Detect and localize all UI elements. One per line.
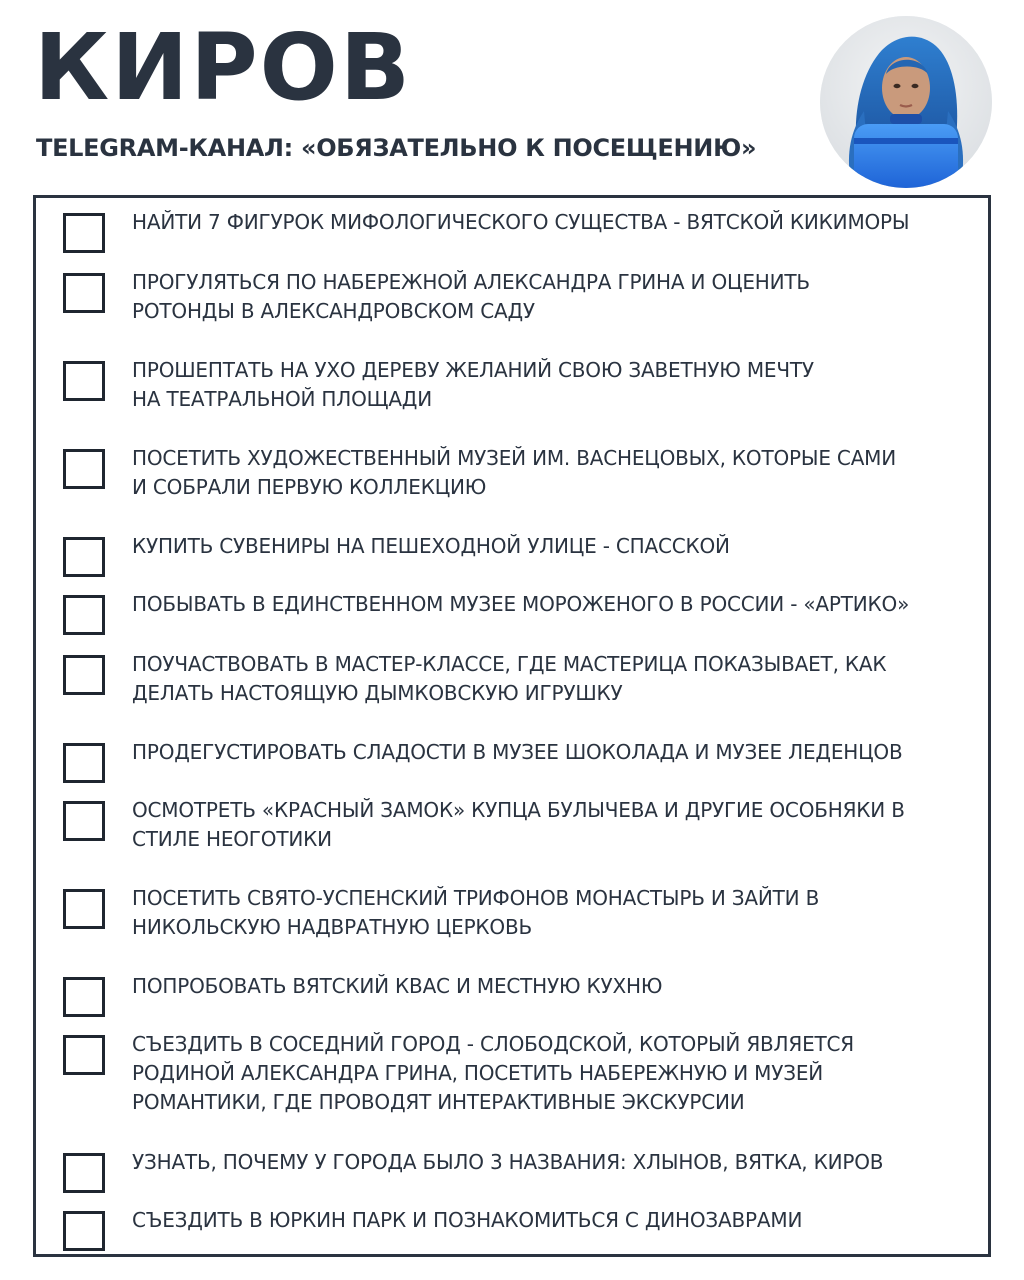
checklist-item-text: ПОБЫВАТЬ В ЕДИНСТВЕННОМ МУЗЕЕ МОРОЖЕНОГО В РОССИИ - «АРТИКО» [132, 592, 910, 616]
checklist-item-text: ПРОГУЛЯТЬСЯ ПО НАБЕРЕЖНОЙ АЛЕКСАНДРА ГРИНА И ОЦЕНИТЬ РОТОНДЫ В АЛЕКСАНДРОВСКОМ САДУ [132, 270, 810, 323]
checklist-checkbox[interactable] [63, 361, 105, 401]
page-subtitle: TELEGRAM-КАНАЛ: «ОБЯЗАТЕЛЬНО К ПОСЕЩЕНИЮ» [36, 134, 757, 162]
checklist-checkbox[interactable] [63, 213, 105, 253]
checklist-item-text: ПРОДЕГУСТИРОВАТЬ СЛАДОСТИ В МУЗЕЕ ШОКОЛАДА И МУЗЕЕ ЛЕДЕНЦОВ [132, 740, 903, 764]
checklist-checkbox[interactable] [63, 595, 105, 635]
checklist-item-text: ПОСЕТИТЬ ХУДОЖЕСТВЕННЫЙ МУЗЕЙ ИМ. ВАСНЕЦОВЫХ, КОТОРЫЕ САМИ И СОБРАЛИ ПЕРВУЮ КОЛЛЕКЦИЮ [132, 446, 896, 499]
checklist-checkbox[interactable] [63, 537, 105, 577]
checklist-frame [33, 195, 991, 1257]
checklist-item-text: ОСМОТРЕТЬ «КРАСНЫЙ ЗАМОК» КУПЦА БУЛЫЧЕВА И ДРУГИЕ ОСОБНЯКИ В СТИЛЕ НЕОГОТИКИ [132, 798, 905, 851]
checklist-checkbox[interactable] [63, 743, 105, 783]
checklist-checkbox[interactable] [63, 1035, 105, 1075]
checklist-checkbox[interactable] [63, 977, 105, 1017]
checklist-checkbox[interactable] [63, 1211, 105, 1251]
checklist-item-text: СЪЕЗДИТЬ В СОСЕДНИЙ ГОРОД - СЛОБОДСКОЙ, КОТОРЫЙ ЯВЛЯЕТСЯ РОДИНОЙ АЛЕКСАНДРА ГРИНА, ПОСЕТИТЬ НАБЕРЕЖНУЮ И МУЗЕЙ РОМАНТИКИ, ГДЕ ПРОВОДЯТ ИНТЕРАКТИВНЫЕ ЭКСКУРСИИ [132, 1032, 854, 1114]
checklist-item-text: УЗНАТЬ, ПОЧЕМУ У ГОРОДА БЫЛО 3 НАЗВАНИЯ: ХЛЫНОВ, ВЯТКА, КИРОВ [132, 1150, 884, 1174]
checklist-item-text: СЪЕЗДИТЬ В ЮРКИН ПАРК И ПОЗНАКОМИТЬСЯ С ДИНОЗАВРАМИ [132, 1208, 803, 1232]
avatar-portrait-image [820, 16, 992, 188]
checklist-checkbox[interactable] [63, 801, 105, 841]
checklist-item-text: ПРОШЕПТАТЬ НА УХО ДЕРЕВУ ЖЕЛАНИЙ СВОЮ ЗАВЕТНУЮ МЕЧТУ НА ТЕАТРАЛЬНОЙ ПЛОЩАДИ [132, 358, 814, 411]
checklist-checkbox[interactable] [63, 273, 105, 313]
page-title: КИРОВ [34, 14, 412, 121]
checklist-checkbox[interactable] [63, 655, 105, 695]
checklist-checkbox[interactable] [63, 1153, 105, 1193]
checklist-item-text: ПОУЧАСТВОВАТЬ В МАСТЕР-КЛАССЕ, ГДЕ МАСТЕРИЦА ПОКАЗЫВАЕТ, КАК ДЕЛАТЬ НАСТОЯЩУЮ ДЫМКОВСКУЮ ИГРУШКУ [132, 652, 887, 705]
checklist-item-text: КУПИТЬ СУВЕНИРЫ НА ПЕШЕХОДНОЙ УЛИЦЕ - СПАССКОЙ [132, 534, 730, 558]
checklist-item-text: НАЙТИ 7 ФИГУРОК МИФОЛОГИЧЕСКОГО СУЩЕСТВА - ВЯТСКОЙ КИКИМОРЫ [132, 210, 910, 234]
avatar [820, 16, 992, 188]
checklist-checkbox[interactable] [63, 889, 105, 929]
checklist-item-text: ПОПРОБОВАТЬ ВЯТСКИЙ КВАС И МЕСТНУЮ КУХНЮ [132, 974, 663, 998]
checklist-item-text: ПОСЕТИТЬ СВЯТО-УСПЕНСКИЙ ТРИФОНОВ МОНАСТЫРЬ И ЗАЙТИ В НИКОЛЬСКУЮ НАДВРАТНУЮ ЦЕРКОВЬ [132, 886, 820, 939]
checklist-checkbox[interactable] [63, 449, 105, 489]
